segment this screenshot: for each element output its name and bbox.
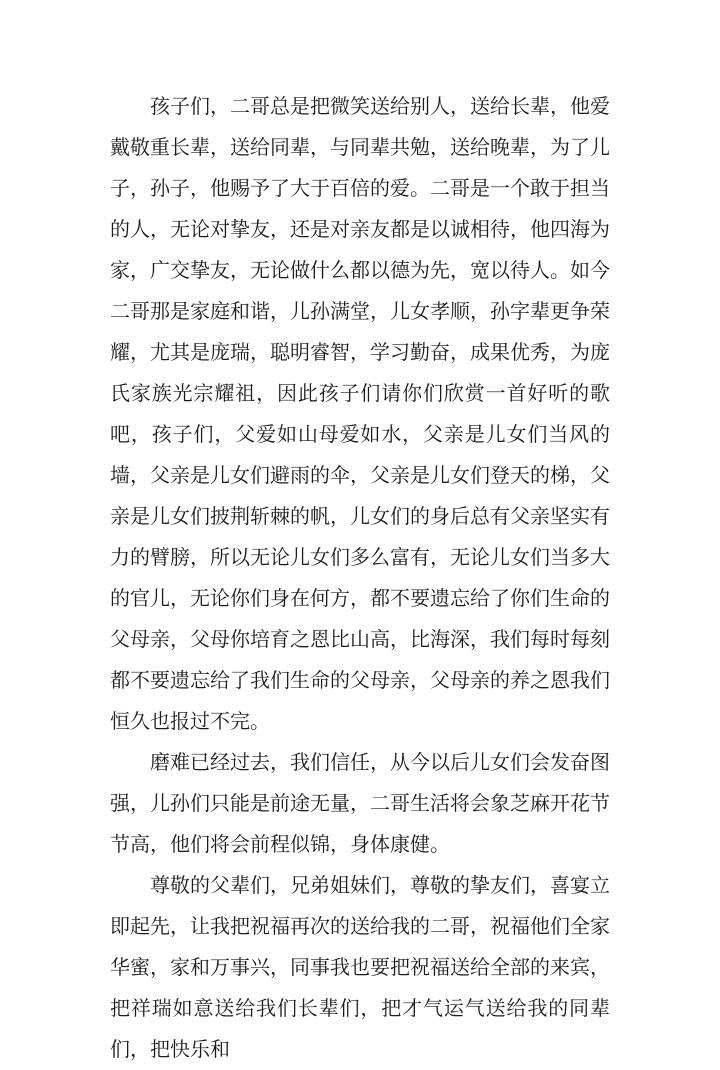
document-body [110,86,610,1070]
paragraph-1: 孩子们，二哥总是把微笑送给别人，送给长辈，他爱戴敬重长辈，送给同辈，与同辈共勉，送给晚辈，为了儿子，孙子，他赐予了大于百倍的爱。二哥是一个敢于担当的人，无论对挚友，还是对亲友都是以诚相待，他四海为家，广交挚友，无论做什么都以德为先，宽以待人。如今二哥那是家庭和谐，儿孙满堂，儿女孝顺，孙字辈更争荣耀，尤其是庞瑞，聪明睿智，学习勤奋，成果优秀，为庞氏家族光宗耀祖，因此孩子们请你们欣赏一首好听的歌吧，孩子们，父爱如山母爱如水，父亲是儿女们当风的墙，父亲是儿女们避雨的伞，父亲是儿女们登天的梯，父亲是儿女们披荆斩棘的帆，儿女们的身后总有父亲坚实有力的臂膀，所以无论儿女们多么富有，无论儿女们当多大的官儿，无论你们身在何方，都不要遗忘给了你们生命的父母亲，父母你培育之恩比山高，比海深，我们每时每刻都不要遗忘给了我们生命的父母亲，父母亲的养之恩我们恒久也报过不完。 [110,94,610,733]
paragraph-2: 磨难已经过去，我们信任，从今以后儿女们会发奋图强，儿孙们只能是前途无量，二哥生活将会象芝麻开花节节高，他们将会前程似锦，身体康健。 [110,750,610,856]
paragraph-3: 尊敬的父辈们，兄弟姐妹们，尊敬的挚友们，喜宴立即起先，让我把祝福再次的送给我的二哥，祝福他们全家华蜜，家和万事兴，同事我也要把祝福送给全部的来宾，把祥瑞如意送给我们长辈们，把才气运气送给我的同辈们，把快乐和 [110,873,610,1061]
